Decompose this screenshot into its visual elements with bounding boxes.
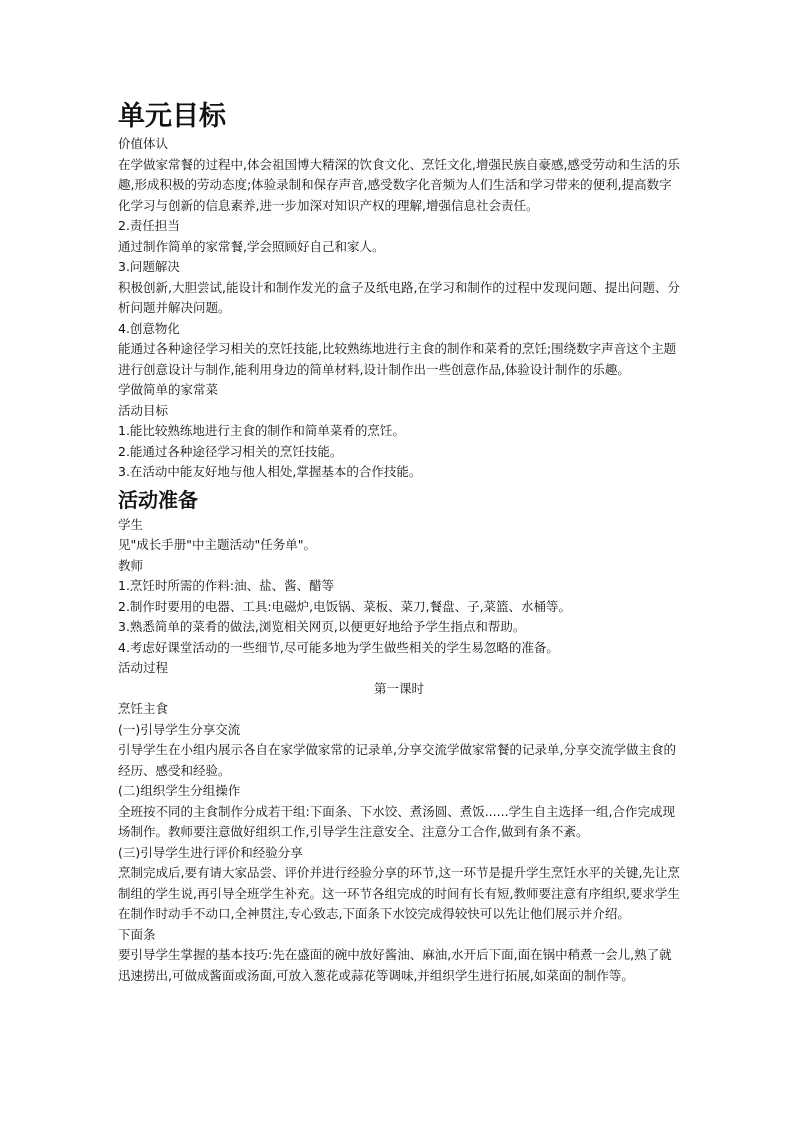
paragraph: (一)引导学生分享交流 <box>118 721 241 737</box>
paragraph: 能通过各种途径学习相关的烹饪技能,比较熟练地进行主食的制作和菜肴的烹饪;围绕数字声音这个主题进行创意设计与制作,能利用身边的简单材料,设计制作出一些创意作品,体验设计制作的乐趣。 <box>118 341 677 377</box>
heading-unit-goals: 单元目标 <box>118 101 226 132</box>
paragraph: 活动过程 <box>118 660 169 675</box>
paragraph: 要引导学生掌握的基本技巧:先在盛面的碗中放好酱油、麻油,水开后下面,面在锅中稍煮一会儿,熟了就迅速捞出,可做成酱面或汤面,可放入葱花或蒜花等调味,并组织学生进行拓展,如菜面的制作等。 <box>118 947 672 983</box>
paragraph: 学做简单的家常菜 <box>118 382 219 397</box>
paragraph: 1.烹饪时所需的作料:油、盐、酱、醋等 <box>118 578 335 593</box>
lesson-title: 第一课时 <box>373 680 424 696</box>
paragraph: 3.熟悉简单的菜肴的做法,浏览相关网页,以便更好地给予学生指点和帮助。 <box>118 619 526 634</box>
paragraph: 价值体认 <box>118 136 169 151</box>
paragraph: 1.能比较熟练地进行主食的制作和简单菜肴的烹饪。 <box>118 423 405 438</box>
paragraph: 烹饪主食 <box>118 701 169 716</box>
paragraph: 下面条 <box>118 926 156 942</box>
paragraph: 通过制作简单的家常餐,学会照顾好自己和家人。 <box>118 238 385 254</box>
paragraph: 在学做家常餐的过程中,体会祖国博大精深的饮食文化、烹饪文化,增强民族自豪感,感受劳动和生活的乐趣,形成积极的劳动态度;体验录制和保存声音,感受数字化音频为人们生活和学习带来的便利,提高数字化学习与创新的信息素养,进一步加深对知识产权的理解,增强信息社会责任。 <box>118 156 680 213</box>
paragraph: 4.考虑好课堂活动的一些细节,尽可能多地为学生做些相关的学生易忽略的准备。 <box>118 639 559 655</box>
paragraph: 2.制作时要用的电器、工具:电磁炉,电饭锅、菜板、菜刀,餐盘、子,菜篮、水桶等。 <box>118 598 572 614</box>
paragraph: 4.创意物化 <box>118 320 180 336</box>
paragraph: 活动目标 <box>118 402 169 418</box>
paragraph: 烹制完成后,要有请大家品尝、评价并进行经验分享的环节,这一环节是提升学生烹饪水平的关键,先让烹制组的学生说,再引导全班学生补充。这一环节各组完成的时间有长有短,教师要注意有序组织,要求学生在制作时动手不动口,全神贯注,专心致志,下面条下水饺完成得较快可以先让他们展示并介绍。 <box>118 865 680 921</box>
paragraph: 全班按不同的主食制作分成若干组:下面条、下水饺、煮汤圆、煮饭......学生自主选择一组,合作完成现场制作。教师要注意做好组织工作,引导学生注意安全、注意分工合作,做到有条不紊。 <box>118 803 676 839</box>
document-page <box>118 100 680 986</box>
heading-activity-prep: 活动准备 <box>118 487 198 512</box>
paragraph: 2.责任担当 <box>118 218 180 233</box>
paragraph: 3.在活动中能友好地与他人相处,掌握基本的合作技能。 <box>118 464 422 479</box>
paragraph: 见"成长手册"中主题活动"任务单"。 <box>118 537 316 552</box>
paragraph: 引导学生在小组内展示各自在家学做家常的记录单,分享交流学做家常餐的记录单,分享交流学做主食的经历、感受和经验。 <box>118 742 676 778</box>
paragraph: 3.问题解决 <box>118 259 180 274</box>
paragraph: 2.能通过各种途径学习相关的烹饪技能。 <box>118 443 343 459</box>
paragraph: 学生 <box>118 516 144 532</box>
paragraph: (三)引导学生进行评价和经验分享 <box>118 844 303 860</box>
paragraph: (二)组织学生分组操作 <box>118 783 241 798</box>
paragraph: 教师 <box>118 557 144 573</box>
paragraph: 积极创新,大胆尝试,能设计和制作发光的盒子及纸电路,在学习和制作的过程中发现问题、提出问题、分析问题并解决问题。 <box>118 279 680 315</box>
